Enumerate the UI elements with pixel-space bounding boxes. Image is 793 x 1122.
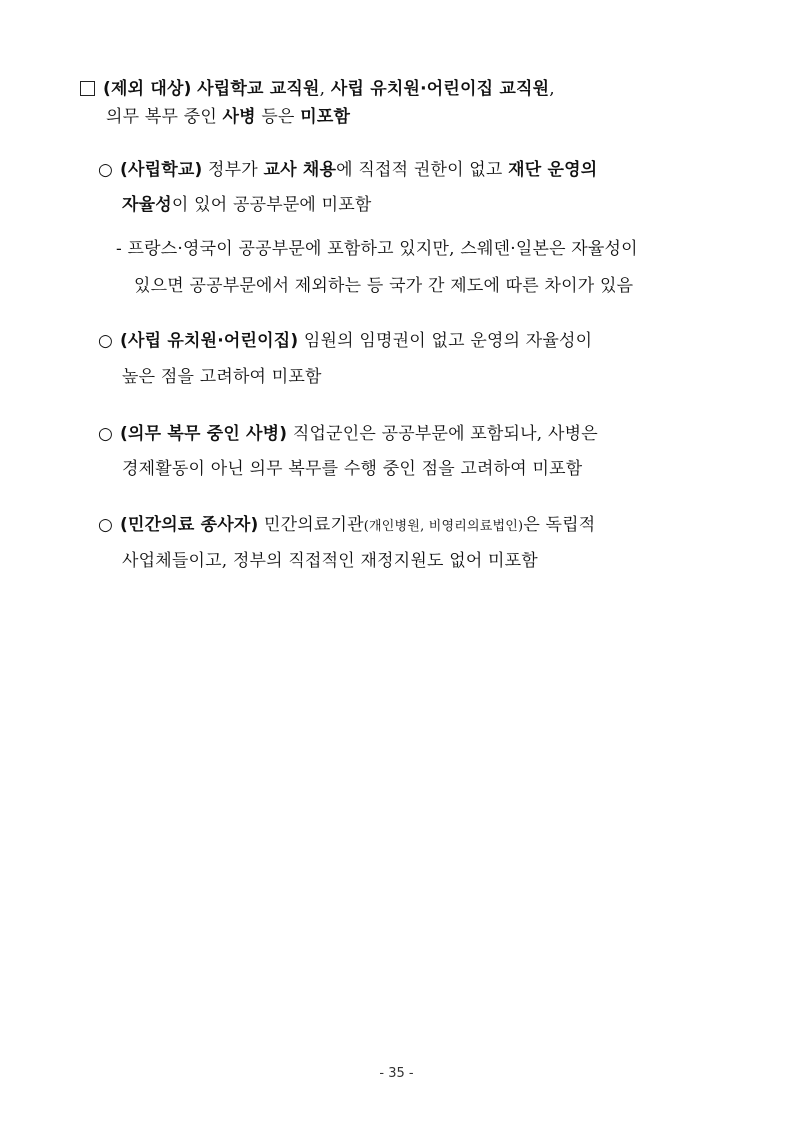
list-item-private-school-cont bbox=[122, 192, 372, 218]
list-item-private-school bbox=[98, 157, 597, 183]
bold-term: 교사 채용 bbox=[263, 160, 337, 180]
text: 민간의료기관 bbox=[258, 515, 364, 535]
text: 은 독립적 bbox=[523, 515, 596, 535]
exclusion-heading: (제외 대상) bbox=[103, 79, 192, 99]
section-heading-line-1 bbox=[80, 76, 555, 102]
text: 직업군인은 공공부문에 포함되나, 사병은 bbox=[287, 424, 598, 444]
separator: , bbox=[549, 79, 555, 99]
list-item-private-kindergarten bbox=[98, 328, 592, 354]
item-heading: (의무 복무 중인 사병) bbox=[120, 424, 288, 444]
text: 임원의 임명권이 없고 운영의 자율성이 bbox=[298, 331, 593, 351]
text: 정부가 bbox=[202, 160, 264, 180]
circle-bullet-icon: ○ bbox=[98, 160, 114, 180]
section-heading-line-2 bbox=[106, 104, 350, 130]
soldier-term: 사병 bbox=[222, 107, 256, 127]
circle-bullet-icon: ○ bbox=[98, 515, 114, 535]
list-item-private-medical bbox=[98, 512, 595, 540]
list-item-soldiers bbox=[98, 421, 598, 447]
page-number: - 35 - bbox=[379, 1066, 414, 1081]
dash-note-line-2: 있으면 공공부문에서 제외하는 등 국가 간 제도에 따른 차이가 있음 bbox=[134, 276, 634, 296]
text: 이 있어 공공부문에 미포함 bbox=[171, 195, 372, 215]
circle-bullet-icon: ○ bbox=[98, 331, 114, 351]
item-heading: (사립 유치원·어린이집) bbox=[120, 331, 299, 351]
item-heading: (사립학교) bbox=[120, 160, 203, 180]
text: 등은 bbox=[255, 107, 301, 127]
bold-term: 재단 운영의 bbox=[508, 160, 598, 180]
item-heading: (민간의료 종사자) bbox=[120, 515, 259, 535]
dash-note-line-1: - 프랑스·영국이 공공부문에 포함하고 있지만, 스웨덴·일본은 자율성이 bbox=[116, 239, 638, 259]
bold-term: 자율성 bbox=[122, 195, 172, 215]
text: 의무 복무 중인 bbox=[106, 107, 223, 127]
text: 에 직접적 권한이 없고 bbox=[336, 160, 509, 180]
list-item-soldiers-cont: 경제활동이 아닌 의무 복무를 수행 중인 점을 고려하여 미포함 bbox=[122, 459, 583, 479]
list-item-private-medical-cont: 사업체들이고, 정부의 직접적인 재정지원도 없어 미포함 bbox=[122, 551, 538, 571]
circle-bullet-icon: ○ bbox=[98, 424, 114, 444]
excluded-term: 미포함 bbox=[300, 107, 351, 127]
separator: , bbox=[319, 79, 331, 99]
empty-square-icon bbox=[80, 81, 95, 96]
list-item-private-kindergarten-cont: 높은 점을 고려하여 미포함 bbox=[122, 367, 322, 387]
private-kindergarten-staff-term: 사립 유치원·어린이집 교직원 bbox=[330, 79, 550, 99]
private-school-staff-term: 사립학교 교직원 bbox=[197, 79, 320, 99]
parenthetical-note: (개인병원, 비영리의료법인) bbox=[363, 519, 524, 534]
